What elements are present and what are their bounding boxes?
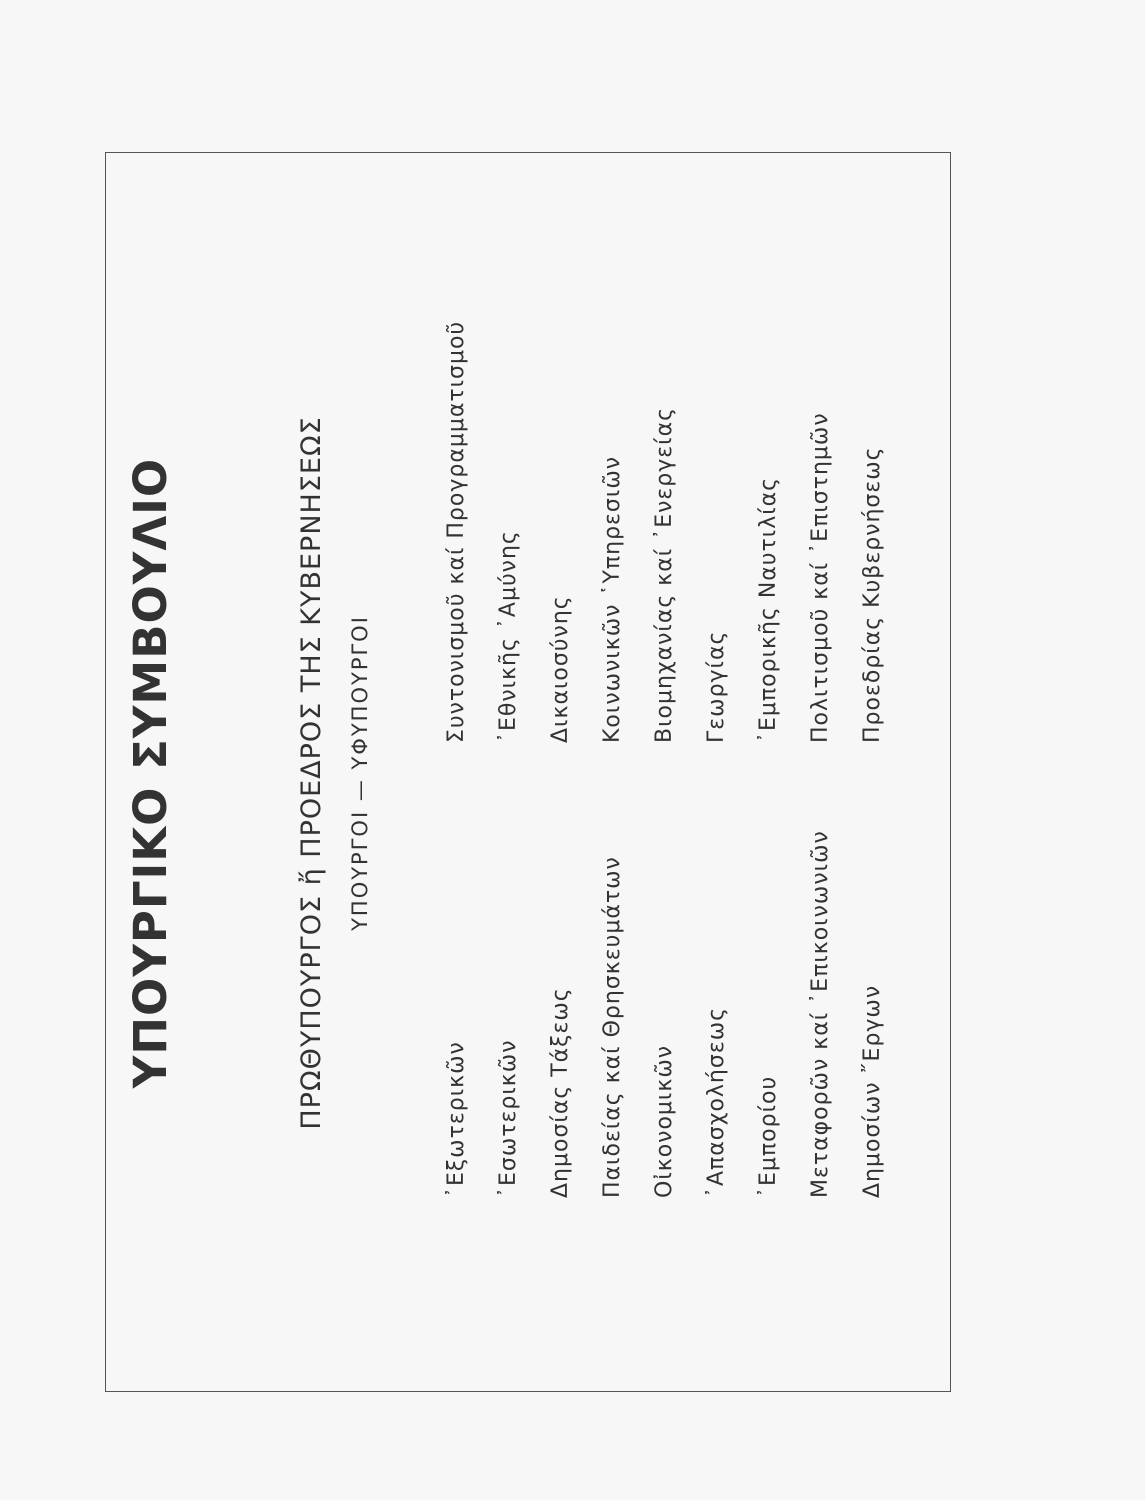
list-item: Πολιτισμοῦ καί ᾿Επιστημῶν bbox=[808, 412, 833, 743]
rotated-content bbox=[106, 153, 952, 1393]
list-item: ᾿Εμπορίου bbox=[756, 1075, 781, 1198]
list-item: Συντονισμοῦ καί Προγραμματισμοῦ bbox=[444, 320, 469, 743]
list-item: Παιδείας καί Θρησκευμάτων bbox=[600, 856, 625, 1198]
page-subtitle: ΠΡΩΘΥΠΟΥΡΓΟΣ ἤ ΠΡΟΕΔΡΟΣ ΤΗΣ ΚΥΒΕΡΝΗΣΕΩΣ bbox=[296, 416, 327, 1130]
list-item: Δημοσίας Τάξεως bbox=[548, 987, 573, 1198]
list-item: ᾿Εσωτερικῶν bbox=[496, 1039, 521, 1198]
list-item: Μεταφορῶν καί ᾿Επικοινωνιῶν bbox=[808, 830, 833, 1198]
page-title: ΥΠΟΥΡΓΙΚΟ ΣΥΜΒΟΥΛΙΟ bbox=[124, 457, 177, 1089]
list-item: Προεδρίας Κυβερνήσεως bbox=[860, 446, 885, 743]
document-frame bbox=[105, 152, 951, 1392]
list-item: Γεωργίας bbox=[704, 630, 729, 743]
section-heading: ΥΠΟΥΡΓΟΙ — ΥΦΥΠΟΥΡΓΟΙ bbox=[348, 615, 372, 931]
list-item: ᾿Εμπορικῆς Ναυτιλίας bbox=[756, 476, 781, 743]
list-item: Κοινωνικῶν ῾Υπηρεσιῶν bbox=[600, 455, 625, 743]
ministries-left-list bbox=[431, 830, 899, 1198]
list-item: Δικαιοσύνης bbox=[548, 595, 573, 743]
list-item: Δημοσίων ῎Εργων bbox=[860, 984, 885, 1198]
ministries-right-list bbox=[431, 321, 899, 743]
list-item: ᾿Απασχολήσεως bbox=[704, 1006, 729, 1198]
list-item: Βιομηχανίας καί ᾿Ενεργείας bbox=[652, 406, 677, 743]
list-item: ᾿Εθνικῆς ᾿Αμύνης bbox=[496, 530, 521, 743]
list-item: ᾿Εξωτερικῶν bbox=[444, 1041, 469, 1198]
list-item: Οἰκονομικῶν bbox=[652, 1044, 677, 1198]
